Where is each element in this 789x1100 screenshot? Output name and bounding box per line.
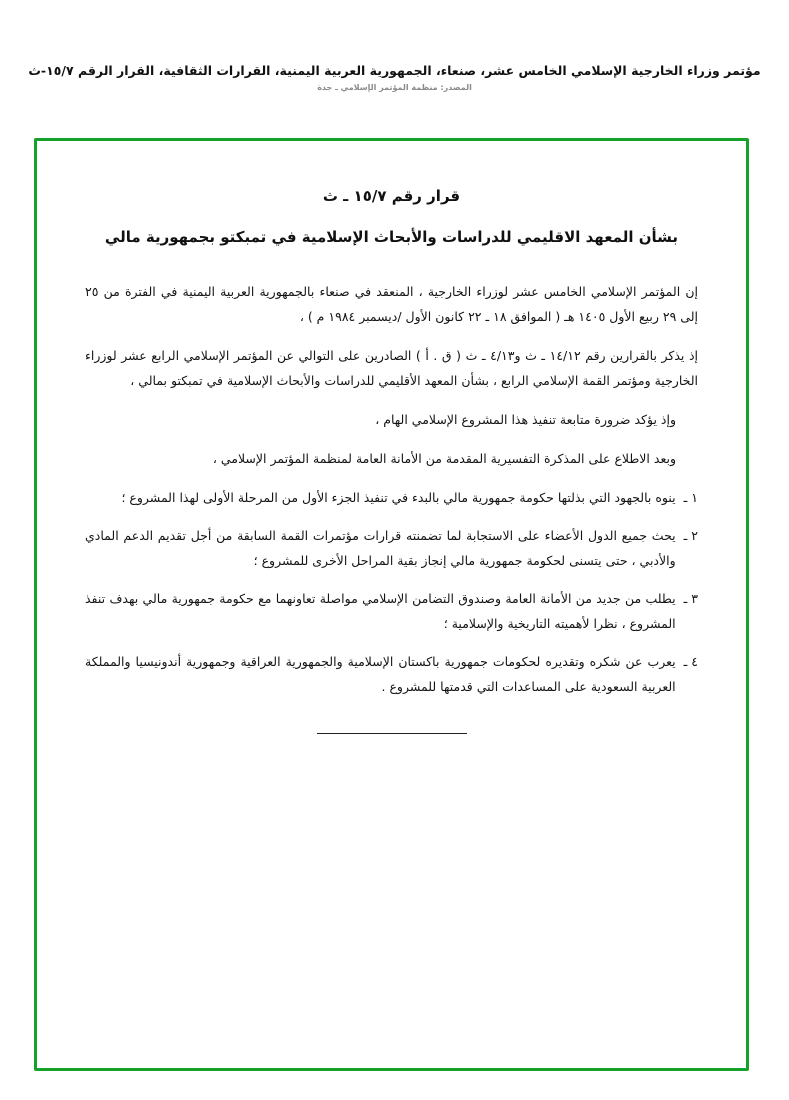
clause-text: يعرب عن شكره وتقديره لحكومات جمهورية باكستان الإسلامية والجمهورية العراقية وجمهورية أندونيسيا والمملكة العربية السعودية على المساعدات التي قدمتها للمشروع . — [85, 654, 676, 694]
clause-marker: ٤ ـ — [683, 654, 698, 669]
list-item — [85, 485, 698, 510]
clause-text: يطلب من جديد من الأمانة العامة وصندوق التضامن الإسلامي مواصلة تعاونهما مع حكومة جمهورية مالي بهدف تنفذ المشروع ، نظرا لأهميته التاريخية والإسلامية ؛ — [85, 591, 676, 631]
preamble-paragraph: وإذ يؤكد ضرورة متابعة تنفيذ هذا المشروع الإسلامي الهام ، — [375, 412, 676, 427]
green-frame — [34, 138, 749, 1071]
clause-marker: ٢ ـ — [683, 528, 698, 543]
resolution-number: قرار رقم ١٥/٧ ـ ث — [322, 187, 461, 205]
preamble-paragraph: إن المؤتمر الإسلامي الخامس عشر لوزراء الخارجية ، المنعقد في صنعاء بالجمهورية العربية اليمنية في الفترة من ٢٥ إلى ٢٩ ربيع الأول ١٤٠٥ هـ ( الموافق ١٨ ـ ٢٢ كانون الأول /ديسمبر ١٩٨٤ م ) ، — [85, 284, 698, 324]
list-item — [85, 586, 698, 636]
list-item — [85, 649, 698, 699]
header-source: المصدر: منظمة المؤتمر الإسلامي ـ جدة — [317, 82, 472, 92]
preamble-paragraph: وبعد الاطلاع على المذكرة التفسيرية المقدمة من الأمانة العامة لمنظمة المؤتمر الإسلامي ، — [212, 451, 676, 466]
header-title: مؤتمر وزراء الخارجية الإسلامي الخامس عشر، صنعاء، الجمهورية العربية اليمنية، القرارات الثقافية، القرار الرقم ١٥/٧-ث — [28, 63, 761, 78]
document-body — [85, 187, 698, 734]
preamble-paragraph: إذ يذكر بالقرارين رقم ١٤/١٢ ـ ث و٤/١٣ ـ ث ( ق . أ ) الصادرين على التوالي عن المؤتمر الإسلامي الرابع عشر لوزراء الخارجية ومؤتمر القمة الإسلامي الرابع ، بشأن المعهد الأقليمي للدراسات والأبحاث الإسلامية في تمبكتو بمالي ، — [85, 348, 698, 388]
clause-text: يحث جميع الدول الأعضاء على الاستجابة لما تضمنته قرارات مؤتمرات القمة السابقة من أجل تقديم الدعم المادي والأدبي ، حتى يتسنى لحكومة جمهورية مالي إنجاز بقية المراحل الأخرى للمشروع ؛ — [85, 528, 676, 568]
list-item — [85, 523, 698, 573]
page-title: بشأن المعهد الاقليمي للدراسات والأبحاث الإسلامية في تمبكتو بجمهورية مالي — [104, 228, 679, 246]
clause-marker: ١ ـ — [683, 490, 698, 505]
clause-marker: ٣ ـ — [683, 591, 698, 606]
section-divider — [317, 733, 467, 734]
running-header — [0, 62, 789, 92]
clause-text: ينوه بالجهود التي بذلتها حكومة جمهورية مالي بالبدء في تنفيذ الجزء الأول من المرحلة الأولى لهذا المشروع ؛ — [121, 490, 676, 505]
